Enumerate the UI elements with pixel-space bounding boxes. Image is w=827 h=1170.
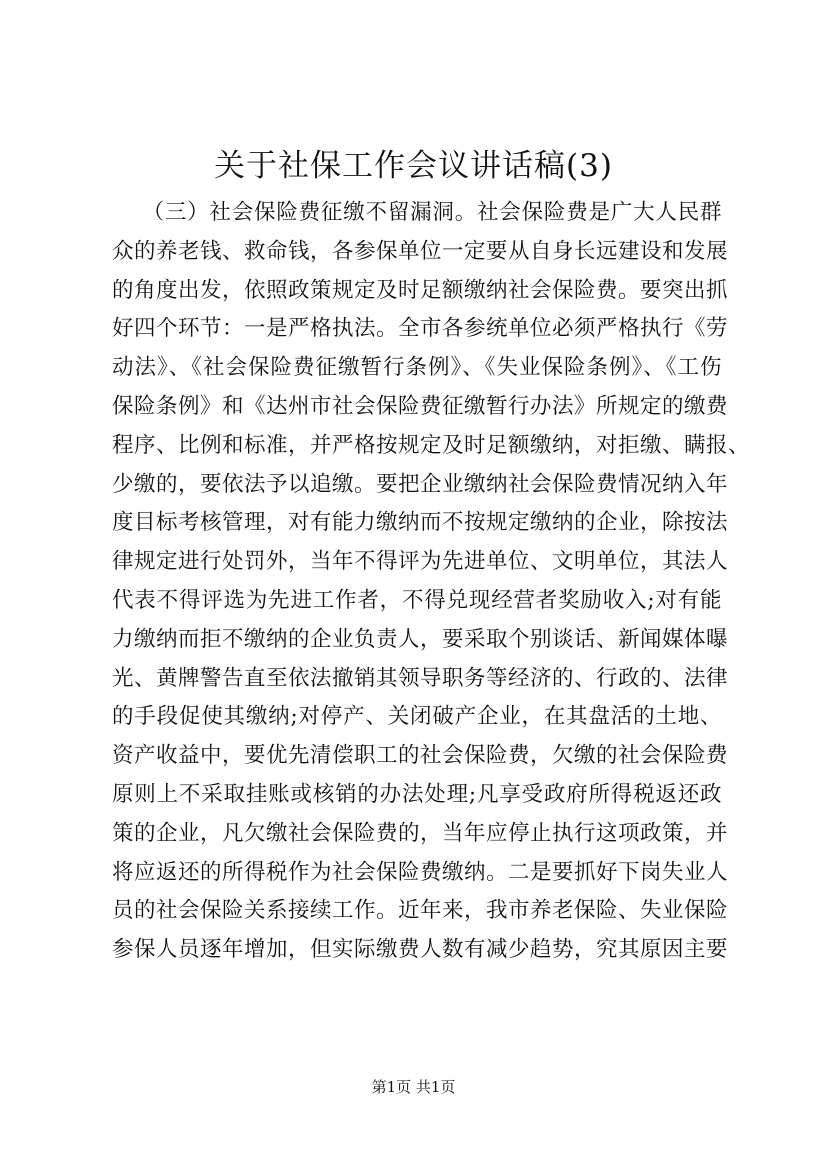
paragraph-line: 众的养老钱、救命钱，各参保单位一定要从自身长远建设和发展 — [112, 238, 729, 264]
paragraph-line: 好四个环节：一是严格执法。全市各参统单位必须严格执行《劳 — [112, 316, 729, 342]
paragraph-line: 资产收益中，要优先清偿职工的社会保险费，欠缴的社会保险费 — [112, 743, 729, 769]
paragraph-line: 参保人员逐年增加，但实际缴费人数有减少趋势，究其原因主要 — [112, 937, 729, 963]
paragraph-line: 保险条例》和《达州市社会保险费征缴暂行办法》所规定的缴费 — [112, 393, 729, 419]
paragraph-line: 代表不得评选为先进工作者，不得兑现经营者奖励收入;对有能 — [112, 587, 722, 613]
paragraph-line: 的手段促使其缴纳;对停产、关闭破产企业，在其盘活的土地、 — [112, 704, 722, 730]
paragraph-line: 少缴的，要依法予以追缴。要把企业缴纳社会保险费情况纳入年 — [112, 471, 729, 497]
paragraph-line: 光、黄牌警告直至依法撤销其领导职务等经济的、行政的、法律 — [112, 665, 729, 691]
paragraph-line: 将应返还的所得税作为社会保险费缴纳。二是要抓好下岗失业人 — [112, 859, 729, 885]
paragraph-line: 度目标考核管理，对有能力缴纳而不按规定缴纳的企业，除按法 — [112, 510, 729, 536]
document-title: 关于社保工作会议讲话稿(3) — [214, 148, 613, 184]
body-paragraph — [112, 194, 751, 970]
paragraph-line: 策的企业，凡欠缴社会保险费的，当年应停止执行这项政策，并 — [112, 820, 729, 846]
paragraph-line: 原则上不采取挂账或核销的办法处理;凡享受政府所得税返还政 — [112, 781, 722, 807]
paragraph-line: 力缴纳而拒不缴纳的企业负责人，要采取个别谈话、新闻媒体曝 — [112, 626, 729, 652]
paragraph-line: 程序、比例和标准，并严格按规定及时足额缴纳，对拒缴、瞒报、 — [112, 432, 751, 458]
paragraph-line: 的角度出发，依照政策规定及时足额缴纳社会保险费。要突出抓 — [112, 277, 729, 303]
paragraph-line: 员的社会保险关系接续工作。近年来，我市养老保险、失业保险 — [112, 898, 729, 924]
paragraph-line: 律规定进行处罚外，当年不得评为先进单位、文明单位，其法人 — [112, 549, 729, 575]
paragraph-line: （三）社会保险费征缴不留漏洞。社会保险费是广大人民群 — [112, 200, 722, 225]
page-number-footer: 第1页 共1页 — [371, 1078, 456, 1096]
paragraph-line: 动法》、《社会保险费征缴暂行条例》、《失业保险条例》、《工伤 — [112, 355, 722, 381]
